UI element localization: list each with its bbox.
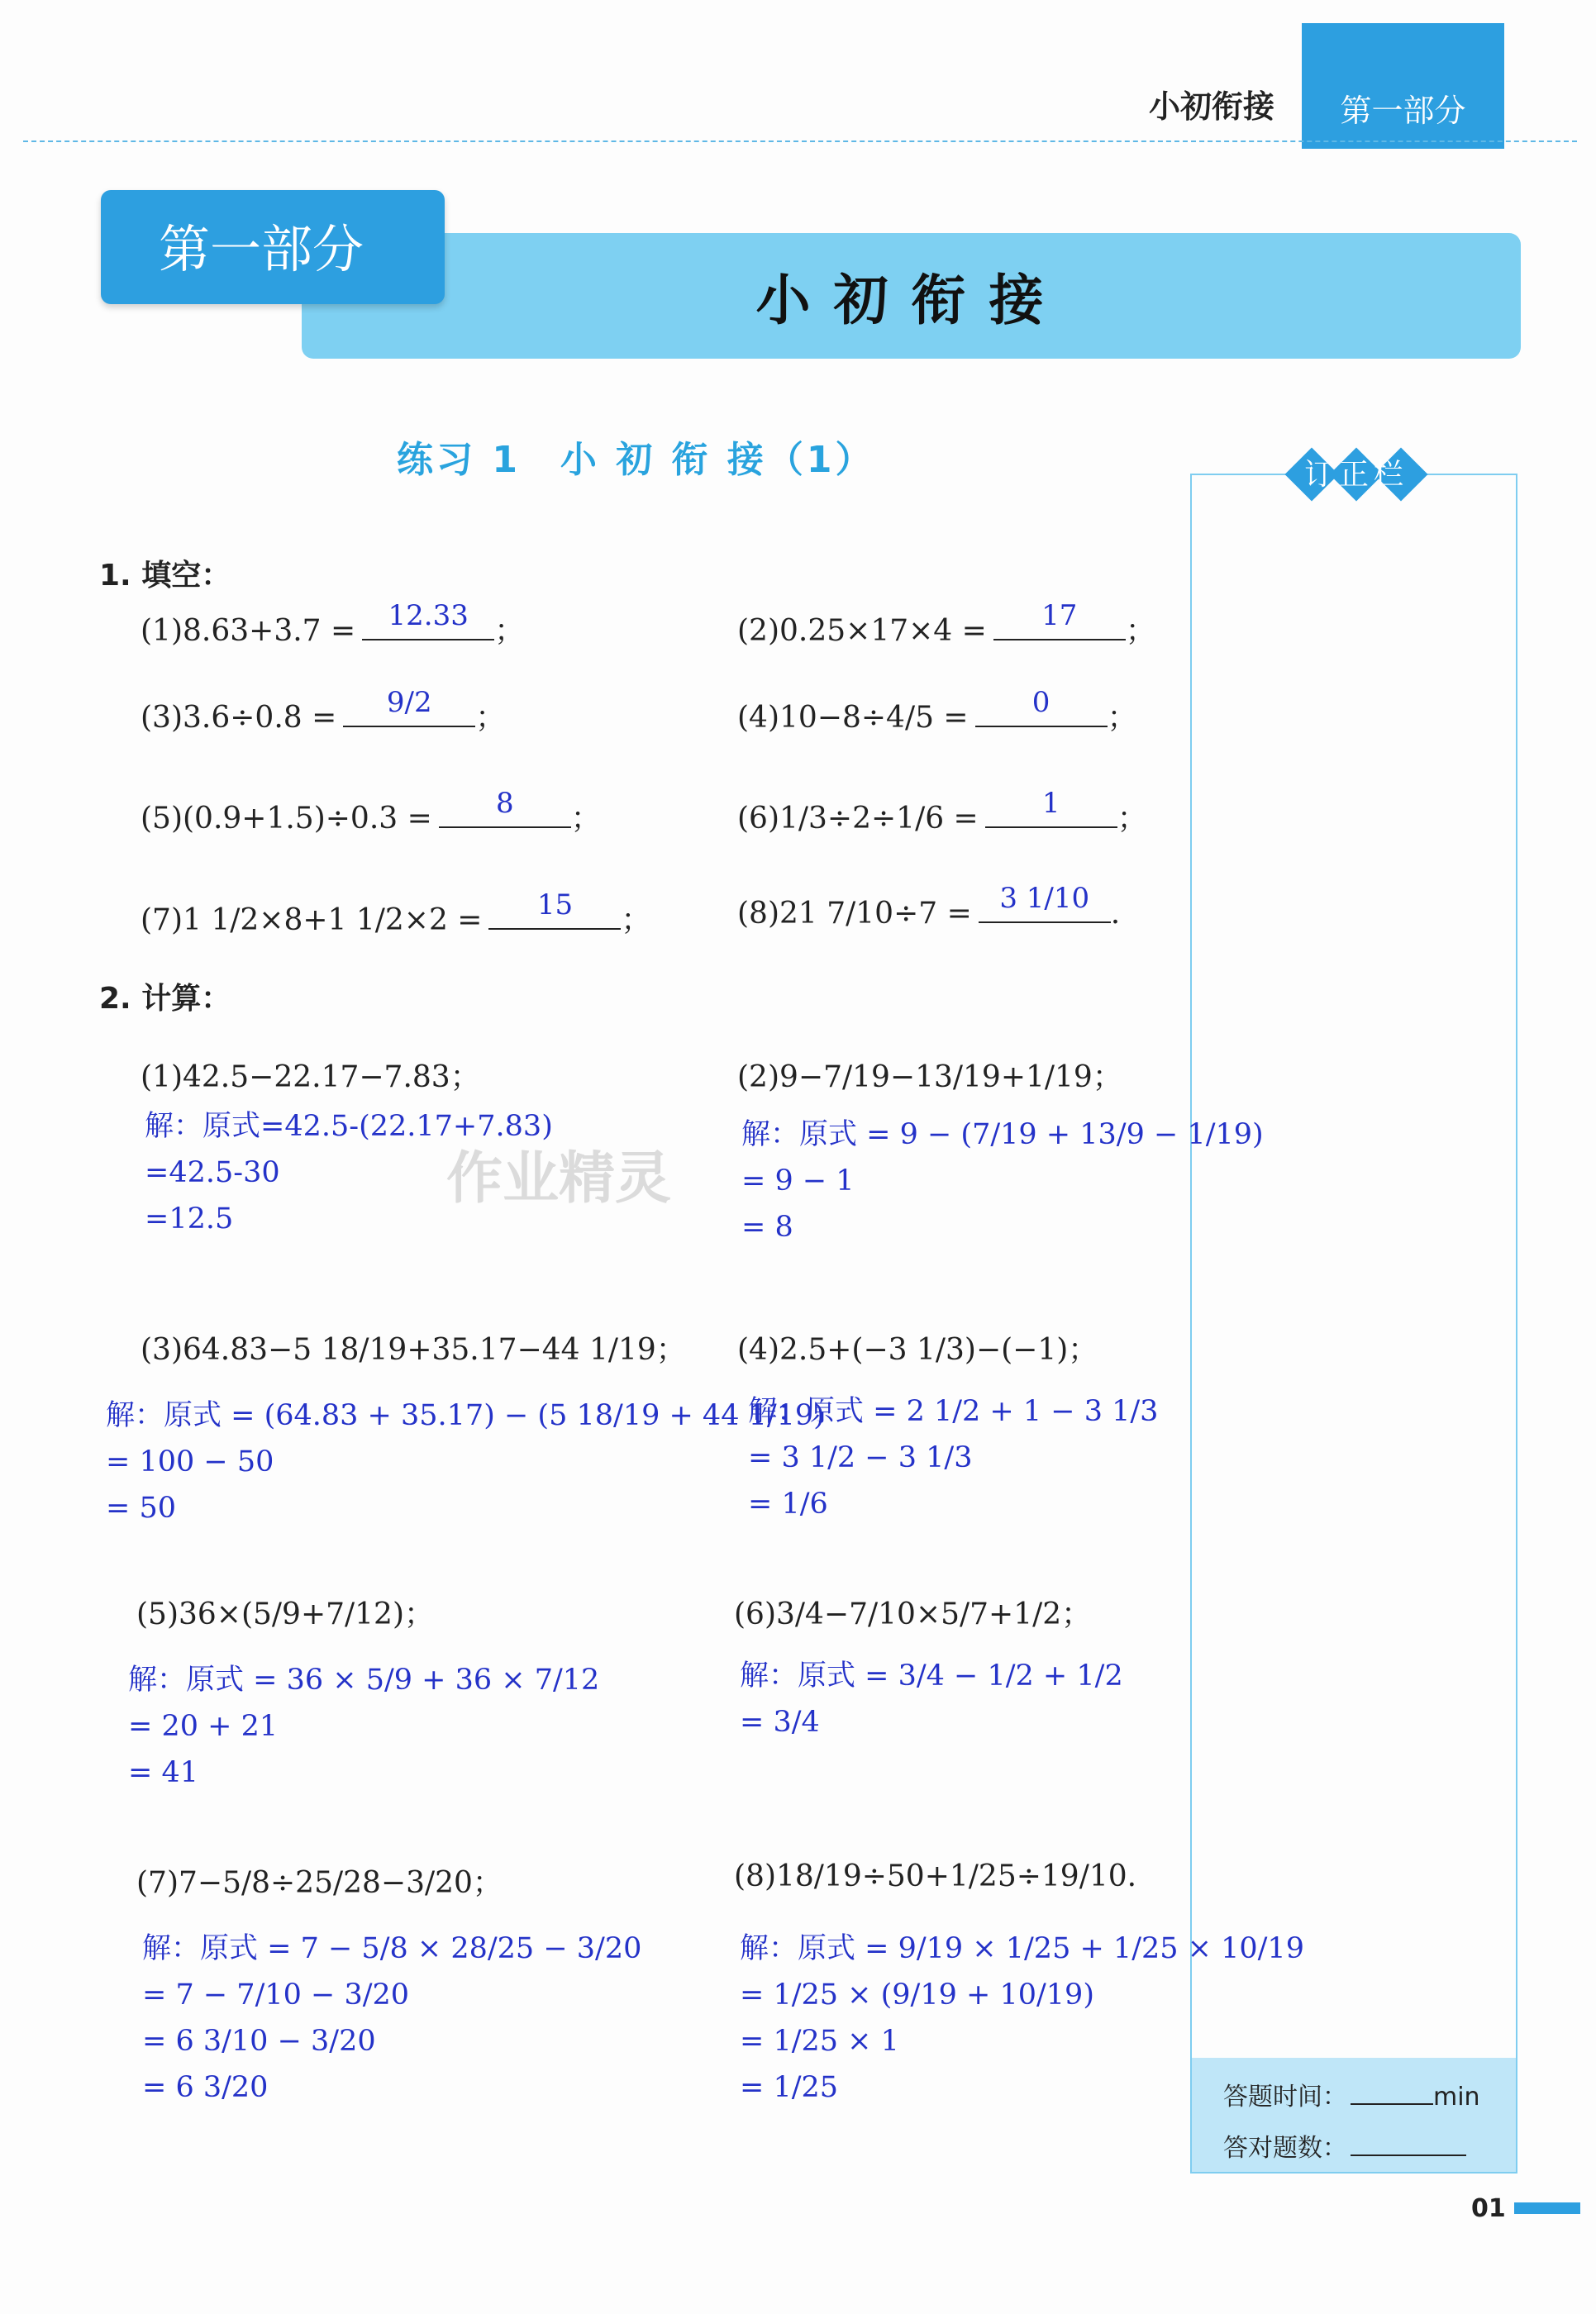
fill-end: ；: [1117, 802, 1147, 836]
calc-solution: [740, 1926, 1304, 2111]
answer-blank[interactable]: [979, 882, 1111, 923]
watermark: 作业精灵: [446, 1146, 672, 1212]
section-2-title: 2. 计算：: [99, 982, 231, 1016]
solution-line: = 41: [128, 1756, 198, 1789]
fill-question: (6)1/3÷2÷1/6 =: [737, 802, 979, 836]
fill-answer: 17: [1041, 599, 1078, 632]
answer-time-label: 答题时间：: [1223, 2083, 1347, 2112]
fill-answer: 3 1/10: [999, 882, 1090, 915]
fill-end: ；: [1125, 614, 1155, 648]
part-badge: [101, 190, 445, 304]
solution-line: = 1/25: [740, 2071, 839, 2104]
fill-item: [737, 882, 1121, 931]
solution-line: =12.5: [145, 1202, 234, 1236]
fill-answer: 1: [1041, 787, 1060, 820]
answer-blank[interactable]: [975, 686, 1108, 727]
fill-answer: 9/2: [386, 686, 432, 719]
fill-item: [141, 787, 601, 837]
calc-solution: [106, 1393, 825, 1531]
calc-question: (2)9−7/19−13/19+1/19；: [737, 1060, 1122, 1094]
correct-count-blank[interactable]: [1351, 2154, 1466, 2156]
calc-solution: [142, 1926, 641, 2111]
banner-title: 小初衔接: [755, 268, 1067, 332]
answer-time-unit: min: [1433, 2083, 1480, 2112]
calc-question: (1)42.5−22.17−7.83；: [141, 1060, 480, 1094]
header-section-tab: [1302, 23, 1504, 149]
page-number: 01: [1471, 2194, 1506, 2223]
calc-solution: [128, 1657, 599, 1796]
fill-answer: 0: [1031, 686, 1051, 719]
header-small-title: 小初衔接: [1149, 88, 1275, 125]
fill-question: (4)10−8÷4/5 =: [737, 701, 969, 735]
correction-column: [1190, 474, 1517, 2174]
fill-item: [141, 599, 525, 650]
calc-question: (8)18/19÷50+1/25÷19/10.: [734, 1859, 1137, 1893]
header-divider: [23, 140, 1577, 142]
answer-blank[interactable]: [362, 599, 494, 640]
page-number-bar: [1514, 2202, 1580, 2214]
solution-line: 解：原式 = 36 × 5/9 + 36 × 7/12: [128, 1664, 600, 1697]
calc-question: (7)7−5/8÷25/28−3/20；: [136, 1866, 503, 1900]
answer-blank[interactable]: [993, 599, 1126, 640]
correction-label-text: 订正栏: [1303, 458, 1408, 492]
fill-end: ；: [494, 614, 525, 648]
answer-blank[interactable]: [488, 888, 621, 930]
calc-solution: [741, 1112, 1264, 1250]
calc-solution: [748, 1388, 1158, 1527]
fill-answer: 15: [536, 888, 574, 921]
fill-question: (8)21 7/10÷7 =: [737, 897, 972, 931]
fill-answer: 8: [495, 787, 514, 820]
solution-line: = 1/25 × 1: [740, 2025, 899, 2058]
correct-count-row: [1223, 2127, 1466, 2164]
fill-question: (7)1 1/2×8+1 1/2×2 =: [141, 903, 483, 937]
calc-solution: [145, 1103, 553, 1242]
section-1-title: 1. 填空：: [99, 559, 231, 593]
answer-blank[interactable]: [439, 787, 571, 828]
solution-line: 解：原式=42.5-(22.17+7.83): [145, 1110, 553, 1143]
solution-line: 解：原式 = 9 − (7/19 + 13/9 − 1/19): [741, 1118, 1264, 1151]
solution-line: 解：原式 = 9/19 × 1/25 + 1/25 × 10/19: [740, 1932, 1304, 1965]
calc-question: (5)36×(5/9+7/12)；: [136, 1597, 434, 1631]
solution-line: = 20 + 21: [128, 1710, 279, 1743]
fill-question: (1)8.63+3.7 =: [141, 614, 356, 648]
solution-line: =42.5-30: [145, 1156, 280, 1189]
fill-end: ；: [475, 701, 506, 735]
fill-end: .: [1110, 897, 1121, 931]
calc-question: (3)64.83−5 18/19+35.17−44 1/19；: [141, 1333, 686, 1367]
solution-line: 解：原式 = 3/4 − 1/2 + 1/2: [740, 1659, 1123, 1693]
correction-label: [1286, 450, 1427, 499]
solution-line: = 9 − 1: [741, 1164, 855, 1197]
fill-item: [737, 599, 1155, 650]
calc-question: (4)2.5+(−3 1/3)−(−1)；: [737, 1333, 1098, 1367]
fill-end: ；: [1107, 701, 1137, 735]
fill-answer: 12.33: [388, 599, 469, 632]
fill-item: [737, 686, 1137, 736]
solution-line: 解：原式 = (64.83 + 35.17) − (5 18/19 + 44 1/19): [106, 1399, 825, 1432]
answer-blank[interactable]: [985, 787, 1117, 828]
fill-question: (3)3.6÷0.8 =: [141, 701, 337, 735]
solution-line: = 7 − 7/10 − 3/20: [142, 1978, 410, 2012]
solution-line: 解：原式 = 7 − 5/8 × 28/25 − 3/20: [142, 1932, 642, 1965]
fill-end: ；: [570, 802, 601, 836]
solution-line: = 3 1/2 − 3 1/3: [748, 1441, 973, 1474]
fill-question: (2)0.25×17×4 =: [737, 614, 987, 648]
correct-count-label: 答对题数：: [1223, 2134, 1347, 2163]
fill-item: [141, 888, 651, 939]
solution-line: = 8: [741, 1211, 793, 1244]
calc-solution: [740, 1653, 1123, 1745]
solution-line: = 6 3/20: [142, 2071, 269, 2104]
solution-line: = 3/4: [740, 1706, 820, 1739]
fill-end: ；: [621, 903, 651, 937]
part-badge-label: 第一部分: [159, 219, 364, 279]
solution-line: = 1/25 × (9/19 + 10/19): [740, 1978, 1094, 2012]
fill-question: (5)(0.9+1.5)÷0.3 =: [141, 802, 432, 836]
answer-blank[interactable]: [343, 686, 475, 727]
solution-line: = 6 3/10 − 3/20: [142, 2025, 376, 2058]
solution-line: 解：原式 = 2 1/2 + 1 − 3 1/3: [748, 1395, 1159, 1428]
fill-item: [141, 686, 506, 736]
exercise-title: 练习 1 小 初 衔 接（1）: [397, 439, 875, 481]
header-tab-label: 第一部分: [1340, 93, 1466, 129]
fill-item: [737, 787, 1147, 837]
answer-time-blank[interactable]: [1351, 2103, 1433, 2105]
solution-line: = 100 − 50: [106, 1445, 274, 1478]
solution-line: = 1/6: [748, 1488, 828, 1521]
calc-question: (6)3/4−7/10×5/7+1/2；: [734, 1597, 1092, 1631]
solution-line: = 50: [106, 1492, 176, 1525]
